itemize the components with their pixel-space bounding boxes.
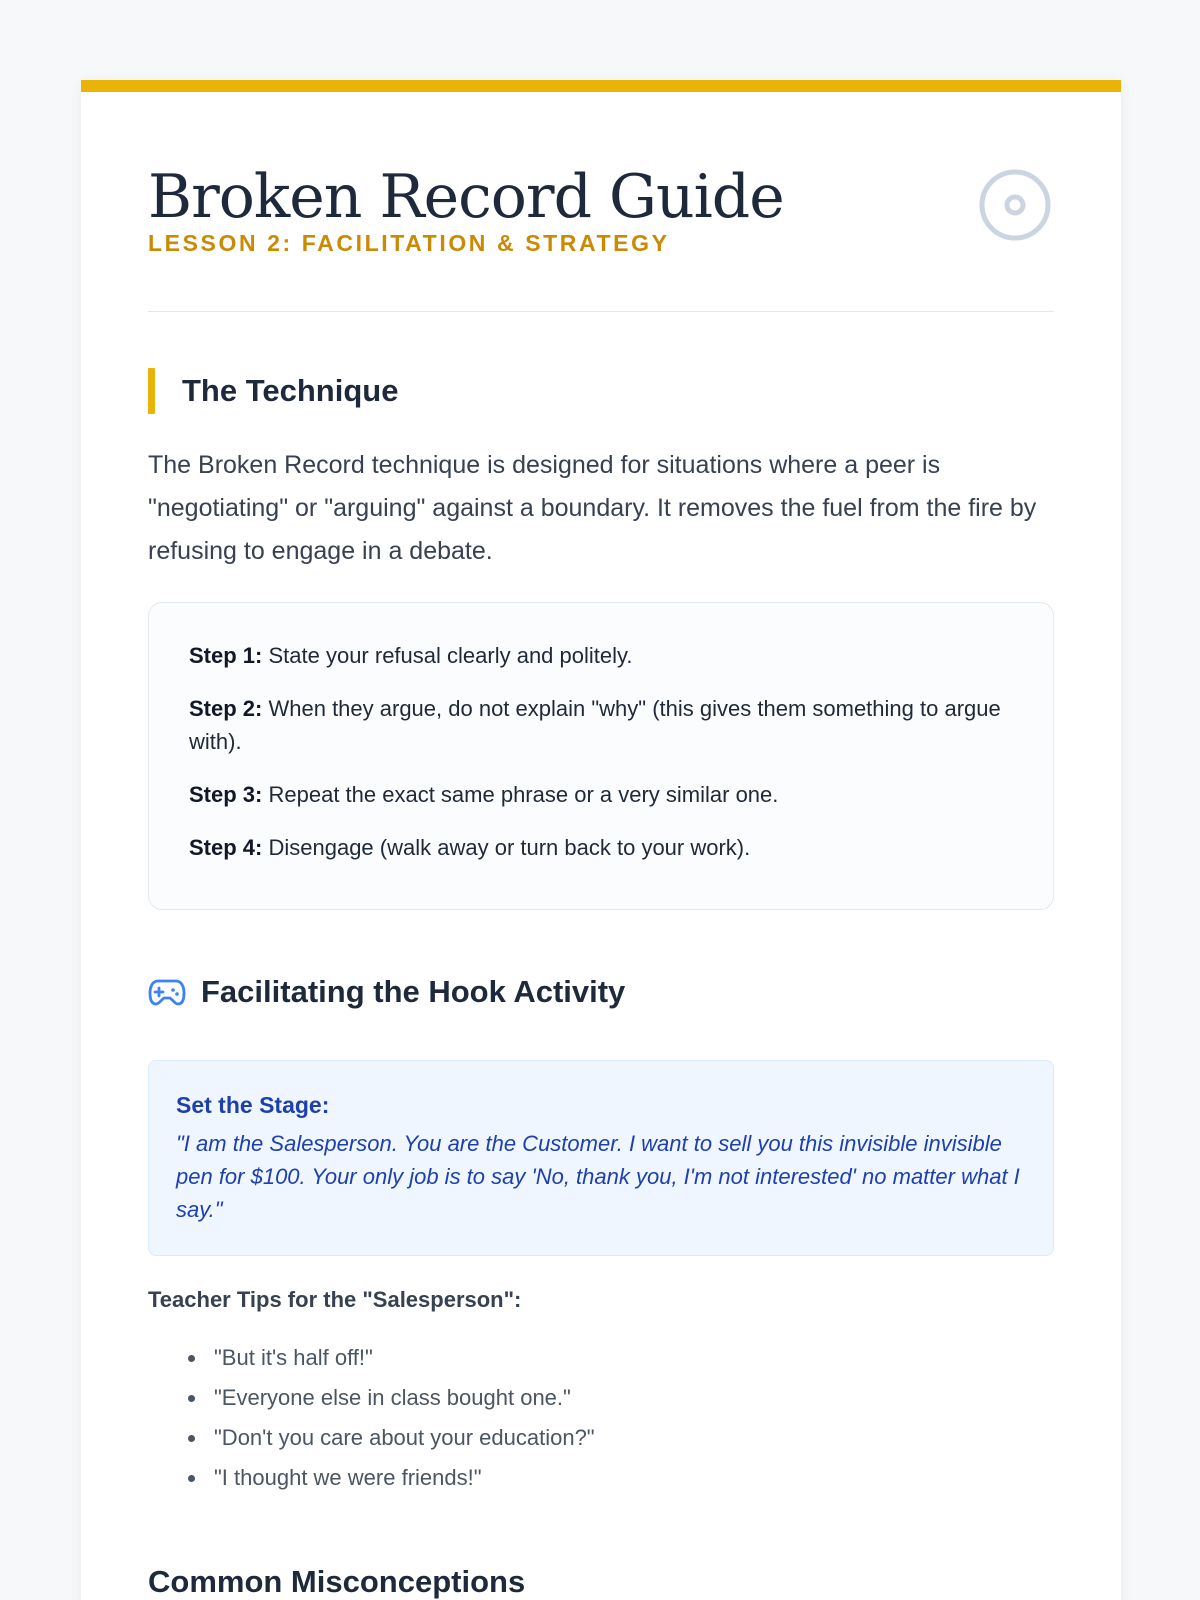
step-label: Step 3:: [189, 782, 263, 807]
step-label: Step 1:: [189, 643, 263, 668]
list-item: "Everyone else in class bought one.": [148, 1378, 1054, 1418]
steps-box: [148, 602, 1054, 910]
page-title: Broken Record Guide: [148, 162, 784, 232]
teacher-tips-list: [148, 1338, 1054, 1498]
heading-accent-bar: [148, 368, 155, 414]
page-header: [148, 162, 1054, 312]
step-item: [189, 831, 1013, 864]
hook-heading-label: Facilitating the Hook Activity: [201, 974, 626, 1009]
lesson-card: [81, 80, 1121, 1600]
teacher-tips-heading: Teacher Tips for the "Salesperson":: [148, 1287, 522, 1312]
step-text: Repeat the exact same phrase or a very similar one.: [268, 782, 779, 807]
lesson-subtitle: LESSON 2: FACILITATION & STRATEGY: [148, 230, 670, 256]
step-label: Step 4:: [189, 835, 263, 860]
vinyl-record-icon: [978, 168, 1052, 242]
step-item: [189, 639, 1013, 672]
step-item: [189, 692, 1013, 758]
technique-intro: The Broken Record technique is designed for situations where a peer is "negotiating" or "arguing" against a boundary. It removes the fuel from the fire by refusing to engage in a debate.: [148, 451, 1037, 565]
step-text: When they argue, do not explain "why" (this gives them something to argue with).: [189, 696, 1001, 754]
list-item: "But it's half off!": [148, 1338, 1054, 1378]
step-text: State your refusal clearly and politely.: [268, 643, 633, 668]
misconceptions-heading: Common Misconceptions: [148, 1564, 526, 1599]
hook-heading: [148, 972, 1054, 1012]
technique-heading-label: The Technique: [182, 373, 399, 408]
step-text: Disengage (walk away or turn back to your work).: [268, 835, 751, 860]
step-item: [189, 778, 1013, 811]
gamepad-icon: [148, 976, 186, 1008]
callout-quote: "I am the Salesperson. You are the Customer. I want to sell you this invisible invisible pen for $100. Your only job is to say 'No, thank you, I'm not interested' no matter what I say.": [176, 1131, 1020, 1222]
step-label: Step 2:: [189, 696, 263, 721]
technique-heading: [148, 368, 1054, 414]
callout-title: Set the Stage:: [176, 1092, 330, 1118]
list-item: "I thought we were friends!": [148, 1458, 1054, 1498]
set-the-stage-callout: [148, 1060, 1054, 1256]
list-item: "Don't you care about your education?": [148, 1418, 1054, 1458]
